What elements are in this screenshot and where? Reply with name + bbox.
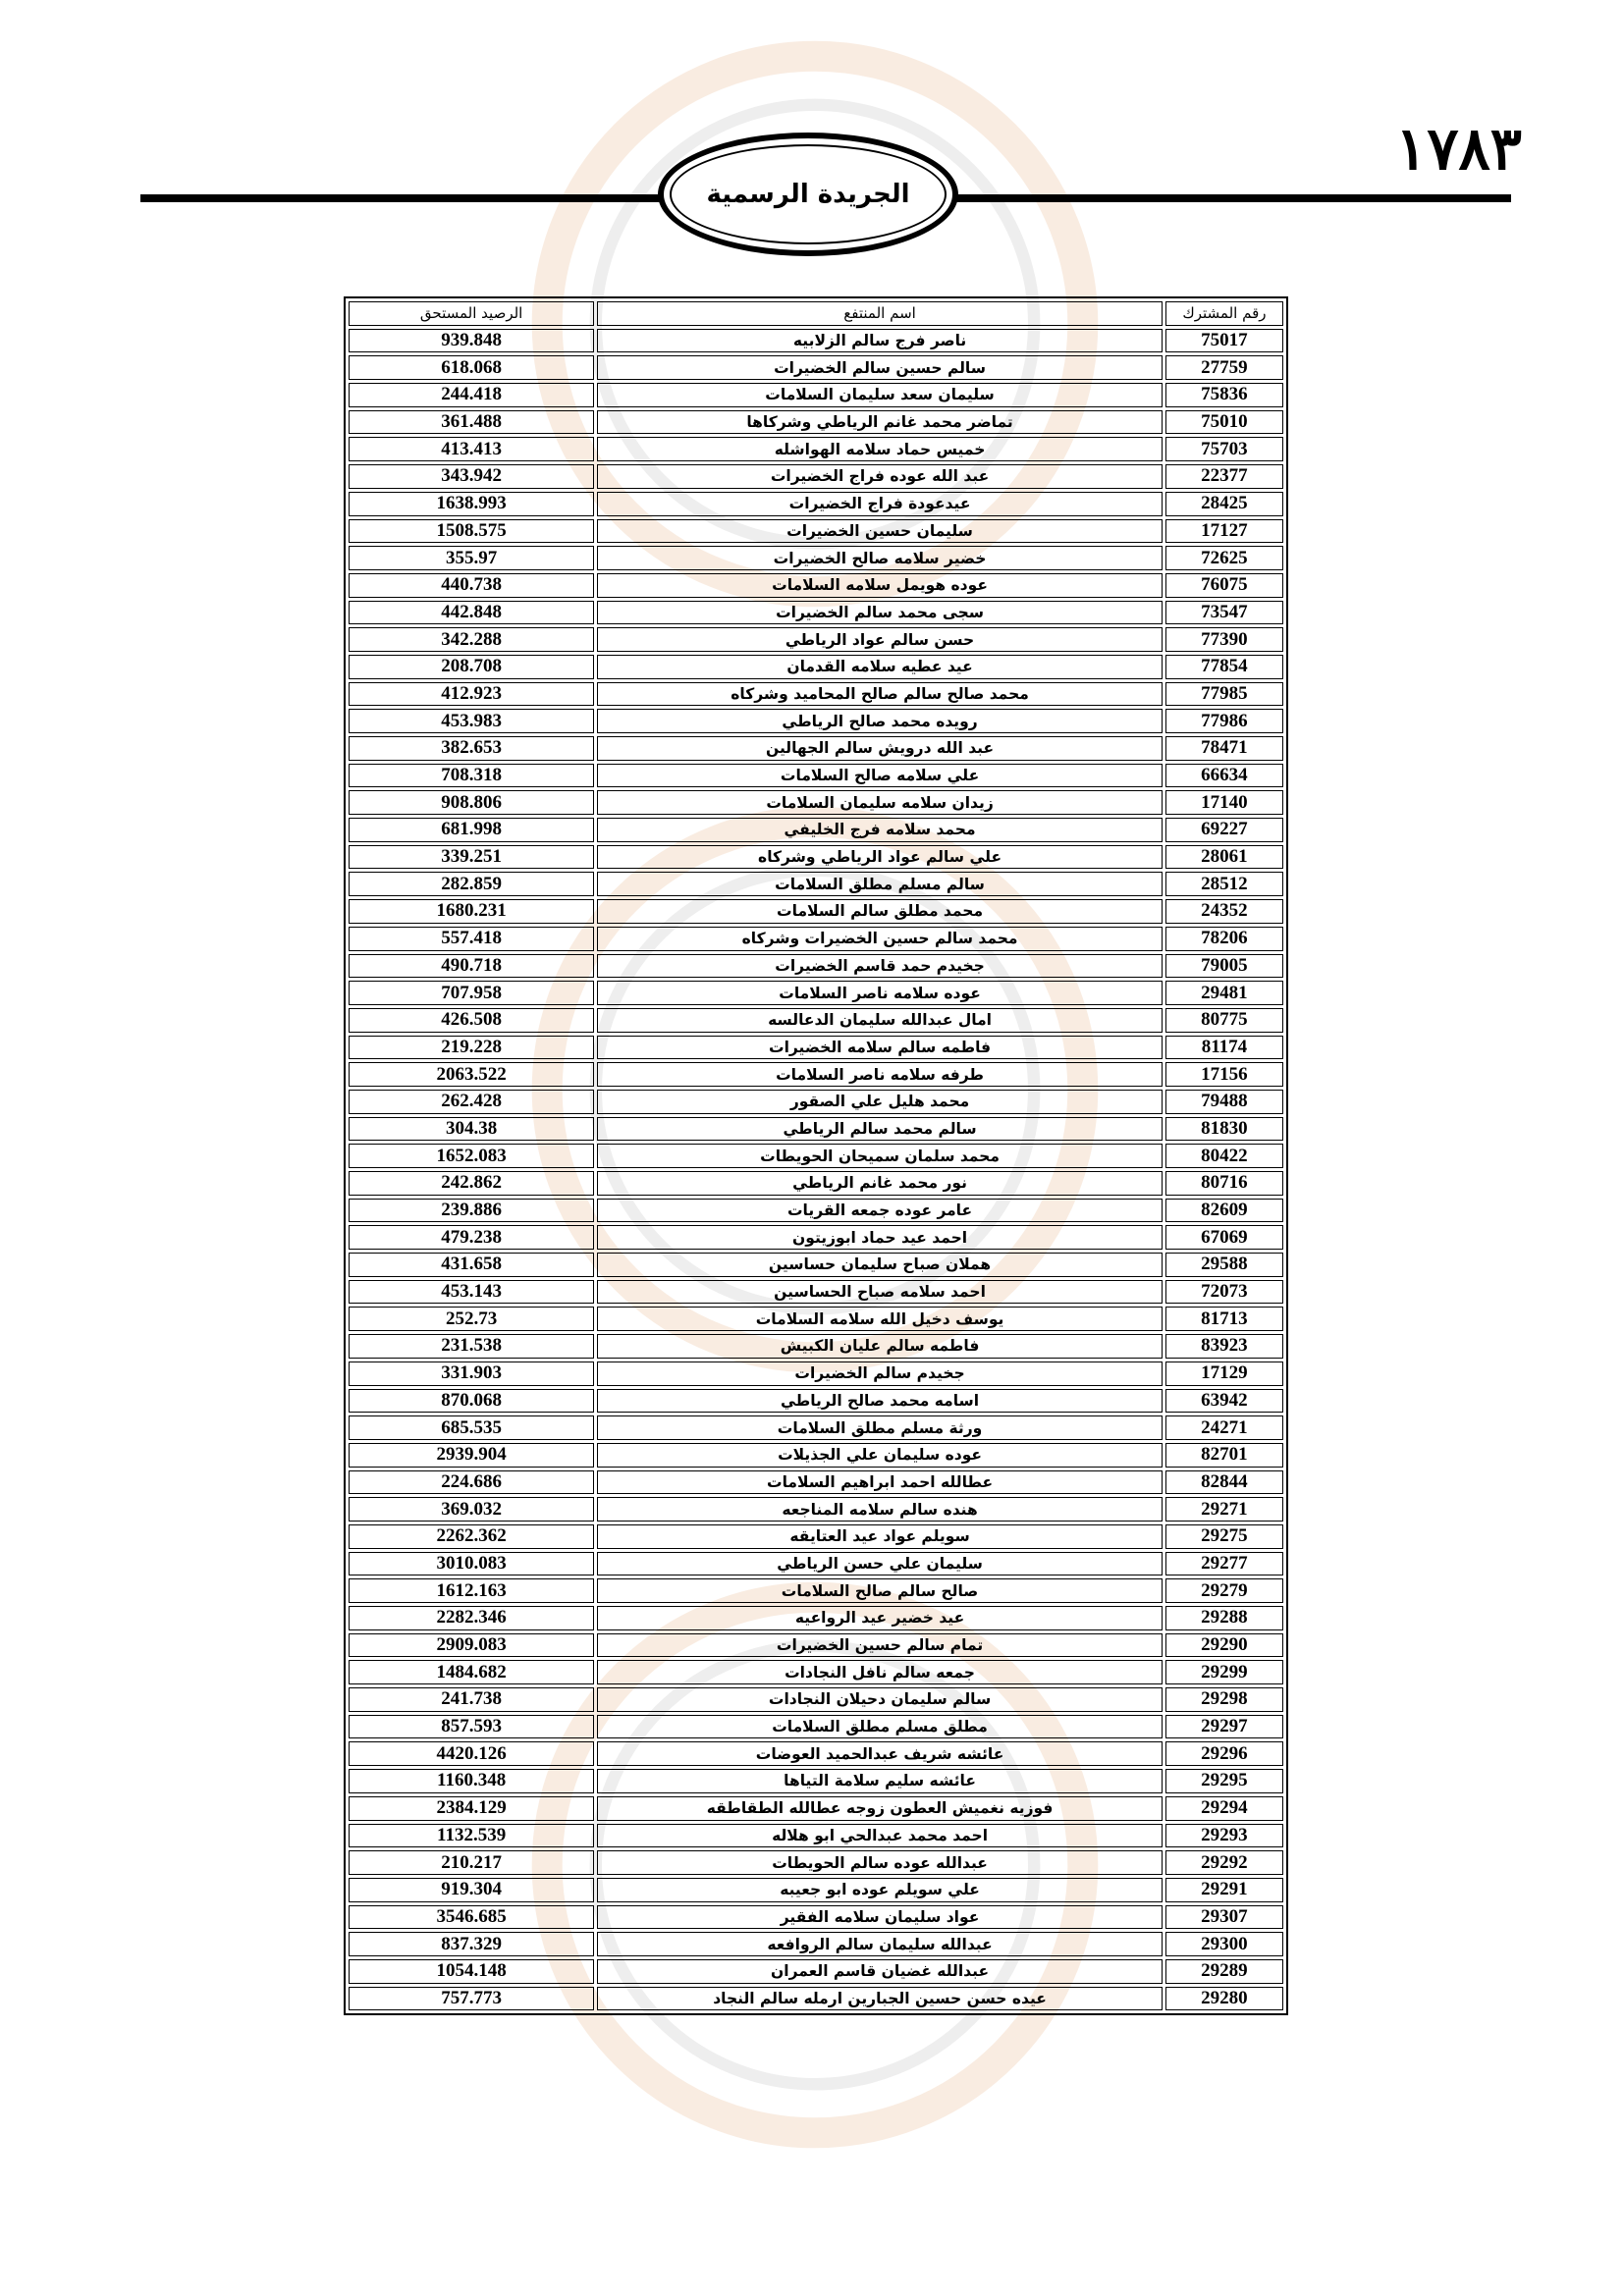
- cell-balance: 431.658: [349, 1253, 594, 1277]
- cell-name: علي سالم عواد الرياطي وشركاه: [597, 845, 1163, 870]
- cell-name: عيده حسن حسين الجبارين ارمله سالم النجاد: [597, 1987, 1163, 2011]
- table-row: [349, 329, 1283, 353]
- table-row: [349, 464, 1283, 489]
- cell-name: سالم حسين سالم الخضيرات: [597, 355, 1163, 380]
- cell-number: 29292: [1165, 1850, 1283, 1875]
- cell-name: علي سلامه صالح السلامات: [597, 764, 1163, 788]
- cell-balance: 369.032: [349, 1497, 594, 1522]
- cell-balance: 1612.163: [349, 1578, 594, 1603]
- cell-balance: 685.535: [349, 1415, 594, 1440]
- table-row: [349, 954, 1283, 979]
- cell-number: 29297: [1165, 1715, 1283, 1739]
- cell-number: 17129: [1165, 1362, 1283, 1386]
- cell-number: 78206: [1165, 927, 1283, 951]
- cell-name: عواد سليمان سلامه الفقير: [597, 1905, 1163, 1930]
- table-row: [349, 437, 1283, 461]
- table-row: [349, 1307, 1283, 1331]
- cell-name: طرفه سلامه ناصر السلامات: [597, 1062, 1163, 1087]
- cell-name: عبدالله سليمان سالم الروافعه: [597, 1932, 1163, 1956]
- cell-name: عيد عطيه سلامه القدمان: [597, 655, 1163, 679]
- cell-name: زيدان سلامه سليمان السلامات: [597, 790, 1163, 815]
- cell-name: عبدالله عوده سالم الحويطات: [597, 1850, 1163, 1875]
- table-row: [349, 1171, 1283, 1196]
- table-row: [349, 1199, 1283, 1223]
- header-name: اسم المنتفع: [597, 301, 1163, 326]
- table-row: [349, 981, 1283, 1005]
- table-row: [349, 410, 1283, 435]
- cell-number: 22377: [1165, 464, 1283, 489]
- cell-number: 28425: [1165, 492, 1283, 516]
- cell-name: محمد هليل علي الصقور: [597, 1090, 1163, 1114]
- cell-balance: 479.238: [349, 1225, 594, 1250]
- cell-name: عيدعودة فراج الخضيرات: [597, 492, 1163, 516]
- cell-number: 76075: [1165, 573, 1283, 598]
- cell-name: رويده محمد صالح الرياطي: [597, 709, 1163, 733]
- table-row: [349, 1660, 1283, 1684]
- cell-name: عبدالله غضيان قاسم العمران: [597, 1959, 1163, 1984]
- cell-number: 24352: [1165, 899, 1283, 924]
- cell-balance: 331.903: [349, 1362, 594, 1386]
- table-row: [349, 1144, 1283, 1168]
- cell-number: 80422: [1165, 1144, 1283, 1168]
- cell-number: 81713: [1165, 1307, 1283, 1331]
- cell-balance: 618.068: [349, 355, 594, 380]
- cell-balance: 1132.539: [349, 1824, 594, 1848]
- table-row: [349, 601, 1283, 625]
- cell-balance: 707.958: [349, 981, 594, 1005]
- cell-balance: 681.998: [349, 818, 594, 842]
- table-row: [349, 818, 1283, 842]
- cell-number: 17127: [1165, 519, 1283, 544]
- cell-balance: 442.848: [349, 601, 594, 625]
- cell-balance: 490.718: [349, 954, 594, 979]
- cell-balance: 231.538: [349, 1334, 594, 1359]
- cell-balance: 857.593: [349, 1715, 594, 1739]
- cell-number: 29289: [1165, 1959, 1283, 1984]
- cell-name: سويلم عواد عيد العتايقه: [597, 1524, 1163, 1549]
- cell-number: 29294: [1165, 1796, 1283, 1821]
- table-row: [349, 1959, 1283, 1984]
- cell-number: 79488: [1165, 1090, 1283, 1114]
- cell-balance: 224.686: [349, 1470, 594, 1495]
- table-row: [349, 1578, 1283, 1603]
- table-row: [349, 1062, 1283, 1087]
- cell-balance: 3010.083: [349, 1552, 594, 1576]
- table-row: [349, 627, 1283, 652]
- cell-number: 28512: [1165, 872, 1283, 896]
- cell-balance: 1680.231: [349, 899, 594, 924]
- table-row: [349, 845, 1283, 870]
- cell-number: 63942: [1165, 1389, 1283, 1414]
- masthead-title: الجريدة الرسمية: [706, 180, 910, 209]
- cell-balance: 440.738: [349, 573, 594, 598]
- cell-name: صالح سالم صالح السلامات: [597, 1578, 1163, 1603]
- cell-number: 75017: [1165, 329, 1283, 353]
- cell-name: هنده سالم سلامه المناجعه: [597, 1497, 1163, 1522]
- table-row: [349, 1606, 1283, 1630]
- cell-number: 72625: [1165, 546, 1283, 570]
- table-row: [349, 1850, 1283, 1875]
- cell-name: عوده هويمل سلامه السلامات: [597, 573, 1163, 598]
- cell-number: 29288: [1165, 1606, 1283, 1630]
- cell-number: 73547: [1165, 601, 1283, 625]
- cell-number: 77390: [1165, 627, 1283, 652]
- cell-number: 80716: [1165, 1171, 1283, 1196]
- table-row: [349, 1552, 1283, 1576]
- table-row: [349, 1090, 1283, 1114]
- cell-name: فوزيه نغميش العطون زوجه عطالله الطقاطقه: [597, 1796, 1163, 1821]
- cell-number: 78471: [1165, 736, 1283, 761]
- cell-number: 81830: [1165, 1117, 1283, 1142]
- cell-number: 67069: [1165, 1225, 1283, 1250]
- table-row: [349, 655, 1283, 679]
- cell-number: 29293: [1165, 1824, 1283, 1848]
- cell-number: 81174: [1165, 1036, 1283, 1060]
- cell-name: عبد الله درويش سالم الجهالين: [597, 736, 1163, 761]
- table-row: [349, 492, 1283, 516]
- cell-balance: 355.97: [349, 546, 594, 570]
- cell-balance: 908.806: [349, 790, 594, 815]
- table-row: [349, 1253, 1283, 1277]
- masthead-oval: [658, 133, 958, 256]
- cell-number: 29271: [1165, 1497, 1283, 1522]
- cell-balance: 252.73: [349, 1307, 594, 1331]
- cell-name: تماضر محمد غانم الرياطي وشركاها: [597, 410, 1163, 435]
- table-row: [349, 1117, 1283, 1142]
- cell-balance: 453.983: [349, 709, 594, 733]
- cell-number: 66634: [1165, 764, 1283, 788]
- cell-name: جخيدم سالم الخضيرات: [597, 1362, 1163, 1386]
- cell-name: عطالله احمد ابراهيم السلامات: [597, 1470, 1163, 1495]
- cell-balance: 239.886: [349, 1199, 594, 1223]
- cell-name: تمام سالم حسين الخضيرات: [597, 1633, 1163, 1658]
- cell-balance: 919.304: [349, 1878, 594, 1902]
- table-row: [349, 383, 1283, 407]
- cell-name: سجى محمد سالم الخضيرات: [597, 601, 1163, 625]
- cell-number: 29277: [1165, 1552, 1283, 1576]
- cell-balance: 382.653: [349, 736, 594, 761]
- cell-number: 29291: [1165, 1878, 1283, 1902]
- table-row: [349, 790, 1283, 815]
- table-row: [349, 736, 1283, 761]
- table-row: [349, 1470, 1283, 1495]
- table-row: [349, 1280, 1283, 1305]
- table-row: [349, 1497, 1283, 1522]
- cell-name: علي سويلم عوده ابو جعيبه: [597, 1878, 1163, 1902]
- cell-balance: 708.318: [349, 764, 594, 788]
- cell-balance: 426.508: [349, 1008, 594, 1033]
- cell-number: 29295: [1165, 1769, 1283, 1793]
- cell-number: 69227: [1165, 818, 1283, 842]
- table-row: [349, 709, 1283, 733]
- cell-number: 72073: [1165, 1280, 1283, 1305]
- table-row: [349, 872, 1283, 896]
- cell-number: 77854: [1165, 655, 1283, 679]
- table-row: [349, 1715, 1283, 1739]
- table-row: [349, 1008, 1283, 1033]
- cell-name: سالم سليمان دحيلان النجادات: [597, 1687, 1163, 1712]
- cell-name: اسامه محمد صالح الرياطي: [597, 1389, 1163, 1414]
- cell-name: نور محمد غانم الرياطي: [597, 1171, 1163, 1196]
- table-row: [349, 1415, 1283, 1440]
- cell-name: عائشه سليم سلامة التياها: [597, 1769, 1163, 1793]
- page-number: ١٧٨٣: [1395, 115, 1522, 184]
- table-row: [349, 1905, 1283, 1930]
- cell-number: 29299: [1165, 1660, 1283, 1684]
- cell-number: 75010: [1165, 410, 1283, 435]
- beneficiaries-table: [344, 296, 1288, 2015]
- table-row: [349, 1633, 1283, 1658]
- cell-balance: 1652.083: [349, 1144, 594, 1168]
- cell-number: 29300: [1165, 1932, 1283, 1956]
- cell-number: 29481: [1165, 981, 1283, 1005]
- cell-number: 82701: [1165, 1443, 1283, 1468]
- cell-balance: 2282.346: [349, 1606, 594, 1630]
- cell-number: 29279: [1165, 1578, 1283, 1603]
- cell-balance: 412.923: [349, 682, 594, 707]
- table-row: [349, 1987, 1283, 2011]
- table-header-row: [349, 301, 1283, 326]
- cell-name: عيد خضير عيد الرواعيه: [597, 1606, 1163, 1630]
- table-row: [349, 682, 1283, 707]
- cell-number: 27759: [1165, 355, 1283, 380]
- cell-name: يوسف دخيل الله سلامه السلامات: [597, 1307, 1163, 1331]
- table-row: [349, 1769, 1283, 1793]
- table-row: [349, 1036, 1283, 1060]
- table-row: [349, 1687, 1283, 1712]
- cell-name: محمد سلامه فرج الخليفي: [597, 818, 1163, 842]
- cell-balance: 2063.522: [349, 1062, 594, 1087]
- cell-balance: 4420.126: [349, 1741, 594, 1766]
- cell-name: فاطمه سالم عليان الكبيش: [597, 1334, 1163, 1359]
- table-row: [349, 1824, 1283, 1848]
- cell-balance: 304.38: [349, 1117, 594, 1142]
- table-row: [349, 519, 1283, 544]
- cell-number: 29296: [1165, 1741, 1283, 1766]
- cell-name: احمد محمد عبدالحي ابو هلاله: [597, 1824, 1163, 1848]
- table-row: [349, 1796, 1283, 1821]
- cell-number: 82844: [1165, 1470, 1283, 1495]
- cell-name: جخيدم حمد قاسم الخضيرات: [597, 954, 1163, 979]
- cell-name: محمد صالح سالم صالح المحاميد وشركاه: [597, 682, 1163, 707]
- cell-balance: 2384.129: [349, 1796, 594, 1821]
- cell-name: ناصر فرج سالم الزلابيه: [597, 329, 1163, 353]
- cell-number: 77985: [1165, 682, 1283, 707]
- cell-name: خضير سلامه صالح الخضيرات: [597, 546, 1163, 570]
- table-row: [349, 1225, 1283, 1250]
- table-row: [349, 1443, 1283, 1468]
- cell-balance: 241.738: [349, 1687, 594, 1712]
- table-row: [349, 1741, 1283, 1766]
- cell-name: سليمان حسين الخضيرات: [597, 519, 1163, 544]
- table-row: [349, 1878, 1283, 1902]
- cell-balance: 557.418: [349, 927, 594, 951]
- cell-balance: 837.329: [349, 1932, 594, 1956]
- cell-balance: 339.251: [349, 845, 594, 870]
- cell-number: 24271: [1165, 1415, 1283, 1440]
- table-row: [349, 355, 1283, 380]
- cell-number: 29275: [1165, 1524, 1283, 1549]
- cell-number: 77986: [1165, 709, 1283, 733]
- table-row: [349, 1932, 1283, 1956]
- table-row: [349, 1334, 1283, 1359]
- cell-name: سالم محمد سالم الرياطي: [597, 1117, 1163, 1142]
- cell-number: 29307: [1165, 1905, 1283, 1930]
- cell-balance: 1638.993: [349, 492, 594, 516]
- table-row: [349, 927, 1283, 951]
- header-balance: الرصيد المستحق: [349, 301, 594, 326]
- table-row: [349, 1524, 1283, 1549]
- cell-balance: 242.862: [349, 1171, 594, 1196]
- cell-balance: 342.288: [349, 627, 594, 652]
- cell-number: 29290: [1165, 1633, 1283, 1658]
- cell-number: 82609: [1165, 1199, 1283, 1223]
- cell-number: 29588: [1165, 1253, 1283, 1277]
- cell-balance: 413.413: [349, 437, 594, 461]
- cell-name: عوده سليمان علي الجذيلات: [597, 1443, 1163, 1468]
- cell-name: خميس حماد سلامه الهواشله: [597, 437, 1163, 461]
- cell-name: محمد مطلق سالم السلامات: [597, 899, 1163, 924]
- header-number: رقم المشترك: [1165, 301, 1283, 326]
- cell-balance: 343.942: [349, 464, 594, 489]
- cell-name: مطلق مسلم مطلق السلامات: [597, 1715, 1163, 1739]
- cell-name: محمد سالم حسين الخضيرات وشركاه: [597, 927, 1163, 951]
- cell-balance: 219.228: [349, 1036, 594, 1060]
- table-row: [349, 546, 1283, 570]
- cell-number: 83923: [1165, 1334, 1283, 1359]
- cell-number: 29298: [1165, 1687, 1283, 1712]
- cell-number: 17156: [1165, 1062, 1283, 1087]
- cell-number: 75703: [1165, 437, 1283, 461]
- table-row: [349, 1389, 1283, 1414]
- cell-balance: 1160.348: [349, 1769, 594, 1793]
- cell-balance: 3546.685: [349, 1905, 594, 1930]
- cell-balance: 210.217: [349, 1850, 594, 1875]
- cell-balance: 453.143: [349, 1280, 594, 1305]
- cell-balance: 870.068: [349, 1389, 594, 1414]
- table-row: [349, 899, 1283, 924]
- cell-balance: 2909.083: [349, 1633, 594, 1658]
- cell-balance: 757.773: [349, 1987, 594, 2011]
- table-row: [349, 764, 1283, 788]
- table-row: [349, 573, 1283, 598]
- cell-name: حسن سالم عواد الرياطي: [597, 627, 1163, 652]
- cell-name: احمد سلامه صباح الحساسين: [597, 1280, 1163, 1305]
- cell-balance: 1508.575: [349, 519, 594, 544]
- cell-name: محمد سلمان سميحان الحويطات: [597, 1144, 1163, 1168]
- cell-balance: 244.418: [349, 383, 594, 407]
- cell-number: 75836: [1165, 383, 1283, 407]
- cell-name: فاطمه سالم سلامه الخضيرات: [597, 1036, 1163, 1060]
- cell-name: امال عبدالله سليمان الدعالسه: [597, 1008, 1163, 1033]
- cell-name: ورثة مسلم مطلق السلامات: [597, 1415, 1163, 1440]
- cell-name: عبد الله عوده فراج الخضيرات: [597, 464, 1163, 489]
- cell-name: عوده سلامه ناصر السلامات: [597, 981, 1163, 1005]
- cell-name: سليمان علي حسن الرياطي: [597, 1552, 1163, 1576]
- cell-name: عائشه شريف عبدالحميد العوضات: [597, 1741, 1163, 1766]
- cell-name: هملان صباح سليمان حساسين: [597, 1253, 1163, 1277]
- cell-number: 28061: [1165, 845, 1283, 870]
- cell-balance: 939.848: [349, 329, 594, 353]
- cell-name: سالم مسلم مطلق السلامات: [597, 872, 1163, 896]
- cell-name: عامر عوده جمعه القريات: [597, 1199, 1163, 1223]
- cell-number: 29280: [1165, 1987, 1283, 2011]
- table-row: [349, 1362, 1283, 1386]
- cell-balance: 208.708: [349, 655, 594, 679]
- cell-number: 80775: [1165, 1008, 1283, 1033]
- cell-name: سليمان سعد سليمان السلامات: [597, 383, 1163, 407]
- cell-name: جمعه سالم نافل النجادات: [597, 1660, 1163, 1684]
- cell-name: احمد عيد حماد ابوزيتون: [597, 1225, 1163, 1250]
- cell-balance: 2939.904: [349, 1443, 594, 1468]
- cell-balance: 361.488: [349, 410, 594, 435]
- cell-balance: 1054.148: [349, 1959, 594, 1984]
- cell-balance: 262.428: [349, 1090, 594, 1114]
- cell-balance: 1484.682: [349, 1660, 594, 1684]
- cell-number: 79005: [1165, 954, 1283, 979]
- cell-balance: 2262.362: [349, 1524, 594, 1549]
- cell-number: 17140: [1165, 790, 1283, 815]
- cell-balance: 282.859: [349, 872, 594, 896]
